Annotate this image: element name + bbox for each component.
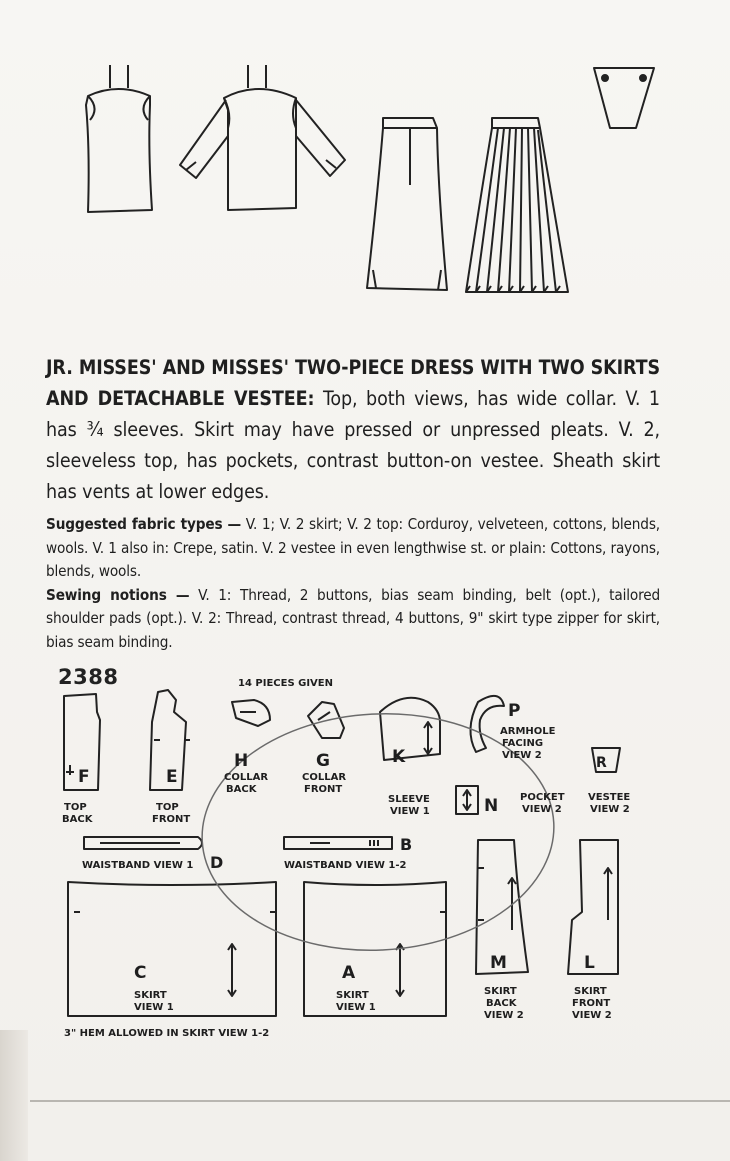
piece-n-label2: VIEW 2: [522, 804, 562, 815]
fabric-types-label: Suggested fabric types —: [46, 515, 242, 533]
pattern-description: [46, 352, 660, 654]
piece-l-label1: SKIRT: [574, 986, 607, 997]
piece-b-label: WAISTBAND VIEW 1-2: [284, 860, 407, 871]
piece-n-letter: N: [484, 796, 499, 816]
piece-c-label1: SKIRT: [134, 990, 167, 1001]
sewing-notions-text: V. 1: Thread, 2 buttons, bias seam binding, belt (opt.), tailored shoulder pads (opt.). V. 2: Thread, contrast thread, 4 buttons, 9" skirt type zipper for skirt, bias seam binding.: [46, 585, 660, 651]
piece-b-letter: B: [400, 835, 413, 854]
vestee-sketch: [594, 68, 654, 128]
piece-g-label2: FRONT: [304, 784, 343, 795]
description-heading: [46, 352, 660, 507]
piece-e-label2: FRONT: [152, 814, 191, 825]
piece-e-letter: E: [166, 767, 178, 787]
piece-d-letter: D: [210, 853, 224, 872]
piece-d-label: WAISTBAND VIEW 1: [82, 860, 194, 871]
piece-a-label1: SKIRT: [336, 990, 369, 1001]
sheath-skirt-sketch: [367, 118, 447, 290]
garment-sketches: [0, 0, 730, 340]
piece-g-letter: G: [316, 751, 330, 771]
piece-m-label3: VIEW 2: [484, 1010, 524, 1021]
piece-c-letter: C: [134, 963, 147, 983]
piece-e-label1: TOP: [156, 802, 179, 813]
sewing-notions-paragraph: [46, 584, 660, 655]
piece-a-label2: VIEW 1: [336, 1002, 376, 1013]
piece-k-letter: K: [392, 747, 406, 767]
piece-l-label3: VIEW 2: [572, 1010, 612, 1021]
piece-p-label2: FACING: [502, 738, 544, 749]
piece-h-label1: COLLAR: [224, 772, 269, 783]
pattern-number: 2388: [58, 665, 119, 689]
piece-m-label1: SKIRT: [484, 986, 517, 997]
fabric-types-text: V. 1; V. 2 skirt; V. 2 top: Corduroy, velveteen, cottons, blends, wools. V. 1 also in: Crepe, satin. V. 2 vestee in even lengthwise st. or plain: Cottons, rayons, blends, wools.: [46, 515, 660, 580]
top-back-view1-sketch: [180, 65, 345, 210]
piece-g-label1: COLLAR: [302, 772, 347, 783]
piece-k-label2: VIEW 1: [390, 806, 430, 817]
sewing-notions-label: Sewing notions —: [46, 585, 190, 604]
pleated-skirt-sketch: [466, 118, 568, 292]
piece-h-letter: H: [234, 751, 249, 771]
piece-h-label2: BACK: [226, 784, 257, 795]
top-back-view2-sketch: [86, 65, 152, 212]
piece-m-label2: BACK: [486, 998, 517, 1009]
piece-k-label1: SLEEVE: [388, 794, 430, 805]
paper-edge: [0, 1030, 28, 1161]
piece-p-label3: VIEW 2: [502, 750, 542, 761]
piece-c-label2: VIEW 1: [134, 1002, 174, 1013]
piece-f-letter: F: [78, 767, 90, 787]
piece-r-label1: VESTEE: [588, 792, 631, 803]
description-title: JR. MISSES' AND MISSES' TWO-PIECE DRESS WITH TWO SKIRTS AND DETACHABLE VESTEE:: [46, 356, 660, 410]
piece-n-label1: POCKET: [520, 792, 565, 803]
piece-p-label1: ARMHOLE: [500, 726, 556, 737]
description-body: Top, both views, has wide collar. V. 1 has ¾ sleeves. Skirt may have pressed or unpressed pleats. V. 2, sleeveless top, has pockets, contrast button-on vestee. Sheath skirt has vents at lower edges.: [46, 387, 660, 503]
piece-l-letter: L: [584, 953, 595, 973]
piece-f-label1: TOP: [64, 802, 87, 813]
piece-m-letter: M: [490, 953, 507, 973]
piece-l-label2: FRONT: [572, 998, 611, 1009]
piece-r-letter: R: [596, 755, 607, 771]
paper-fold-line: [30, 1100, 730, 1102]
fabric-types-paragraph: [46, 513, 660, 584]
piece-p-letter: P: [508, 701, 521, 721]
piece-a-letter: A: [342, 963, 356, 983]
pieces-given-label: 14 PIECES GIVEN: [238, 678, 333, 689]
hem-allowance-note: 3" HEM ALLOWED IN SKIRT VIEW 1-2: [64, 1028, 270, 1039]
piece-f-label2: BACK: [62, 814, 93, 825]
piece-r-label2: VIEW 2: [590, 804, 630, 815]
